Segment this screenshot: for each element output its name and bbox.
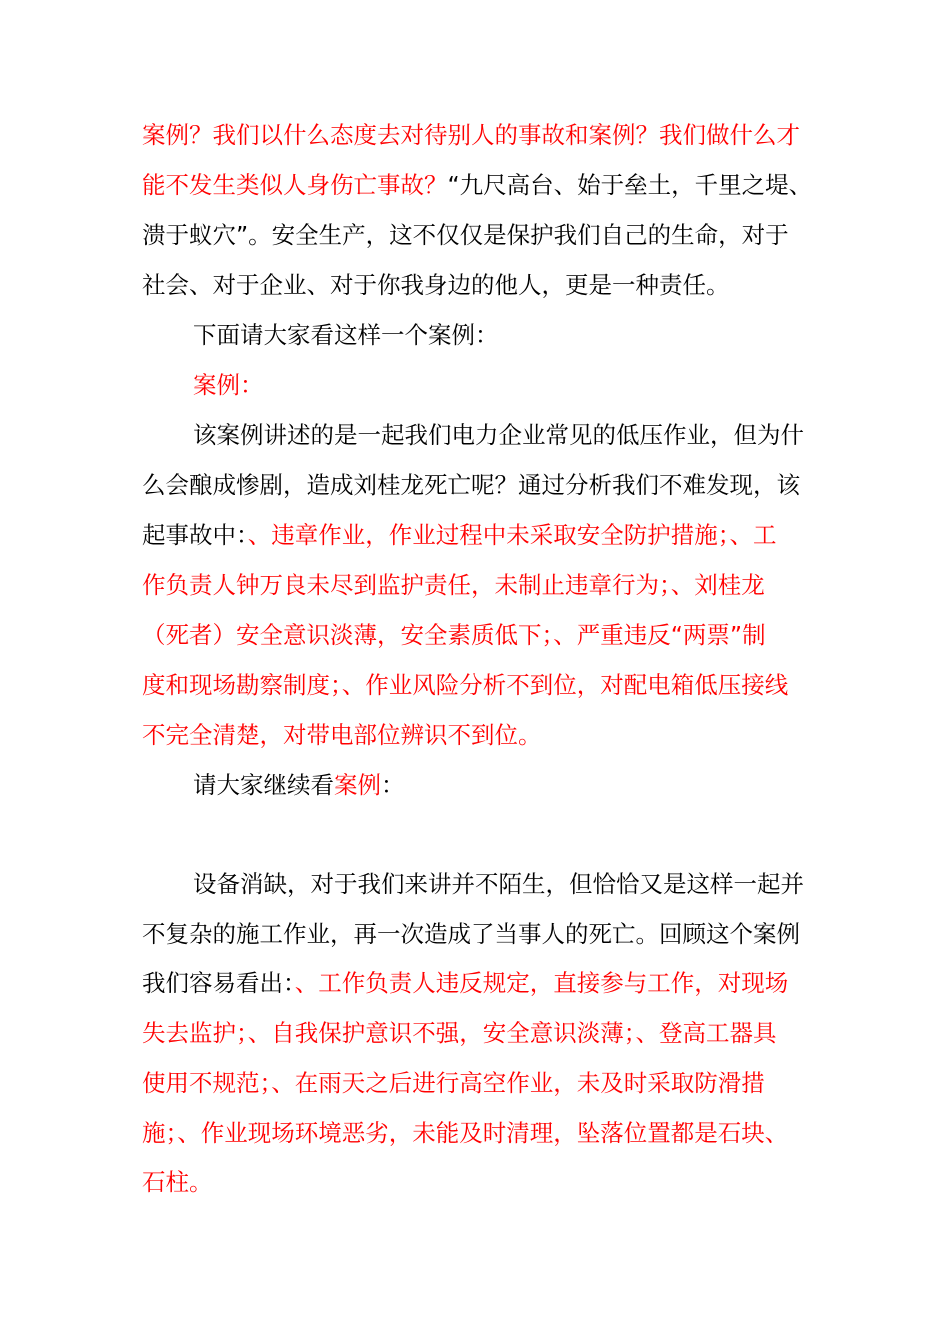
highlighted-text: 不完全清楚，对带电部位辨识不到位。 xyxy=(142,721,542,749)
body-text: 起事故中： xyxy=(142,521,248,549)
body-text: 溃于蚁穴”。安全生产，这不仅仅是保护我们自己的生命，对于 xyxy=(142,221,789,249)
paragraph-line xyxy=(142,968,788,998)
body-text: “九尺高台、始于垒土，千里之堤、 xyxy=(447,171,813,199)
paragraph-line xyxy=(142,120,800,150)
paragraph-line xyxy=(193,770,405,800)
body-text: 下面请大家看这样一个案例： xyxy=(193,321,499,349)
paragraph-line xyxy=(142,270,730,300)
highlighted-text: 案例？我们以什么态度去对待别人的事故和案例？我们做什么才 xyxy=(142,121,800,149)
body-text: 么会酿成惨剧，造成刘桂龙死亡呢？通过分析我们不难发现，该 xyxy=(142,471,800,499)
paragraph-line xyxy=(142,1167,213,1197)
paragraph-line xyxy=(142,1068,765,1098)
body-text: 不复杂的施工作业，再一次造成了当事人的死亡。回顾这个案例 xyxy=(142,920,800,948)
paragraph-line xyxy=(142,670,788,700)
highlighted-text: 使用不规范；、在雨天之后进行高空作业，未及时采取防滑措 xyxy=(142,1069,765,1097)
case-heading xyxy=(193,370,264,400)
highlighted-text: 能不发生类似人身伤亡事故？ xyxy=(142,171,448,199)
highlighted-text: 度和现场勘察制度；、作业风险分析不到位，对配电箱低压接线 xyxy=(142,671,789,699)
paragraph-line xyxy=(142,919,800,949)
paragraph-line xyxy=(193,420,804,450)
paragraph-line xyxy=(193,320,499,350)
highlighted-text: 、工作负责人违反规定，直接参与工作，对现场 xyxy=(294,969,789,997)
paragraph-line xyxy=(142,720,542,750)
highlighted-text: 案例： xyxy=(193,371,264,399)
paragraph-line xyxy=(142,620,766,650)
paragraph-line xyxy=(142,1118,788,1148)
body-text: ： xyxy=(381,771,405,799)
highlighted-text: 案例 xyxy=(334,771,381,799)
body-text: 请大家继续看 xyxy=(193,771,334,799)
paragraph-line xyxy=(142,570,765,600)
paragraph-line xyxy=(142,1018,777,1048)
highlighted-text: 作负责人钟万良未尽到监护责任，未制止违章行为；、刘桂龙 xyxy=(142,571,765,599)
highlighted-text: （死者）安全意识淡薄，安全素质低下；、严重违反“两票”制 xyxy=(142,621,766,649)
paragraph-line xyxy=(193,869,804,899)
paragraph-line xyxy=(142,470,800,500)
paragraph-line xyxy=(142,520,777,550)
body-text: 社会、对于企业、对于你我身边的他人，更是一种责任。 xyxy=(142,271,730,299)
paragraph-line xyxy=(142,220,789,250)
body-text: 设备消缺，对于我们来讲并不陌生，但恰恰又是这样一起并 xyxy=(193,870,804,898)
highlighted-text: 施；、作业现场环境恶劣，未能及时清理，坠落位置都是石块、 xyxy=(142,1119,789,1147)
body-text: 我们容易看出： xyxy=(142,969,295,997)
highlighted-text: 失去监护；、自我保护意识不强，安全意识淡薄；、登高工器具 xyxy=(142,1019,777,1047)
highlighted-text: 、违章作业，作业过程中未采取安全防护措施；、工 xyxy=(247,521,777,549)
highlighted-text: 石柱。 xyxy=(142,1168,213,1196)
paragraph-line xyxy=(142,170,812,200)
body-text: 该案例讲述的是一起我们电力企业常见的低压作业，但为什 xyxy=(193,421,804,449)
